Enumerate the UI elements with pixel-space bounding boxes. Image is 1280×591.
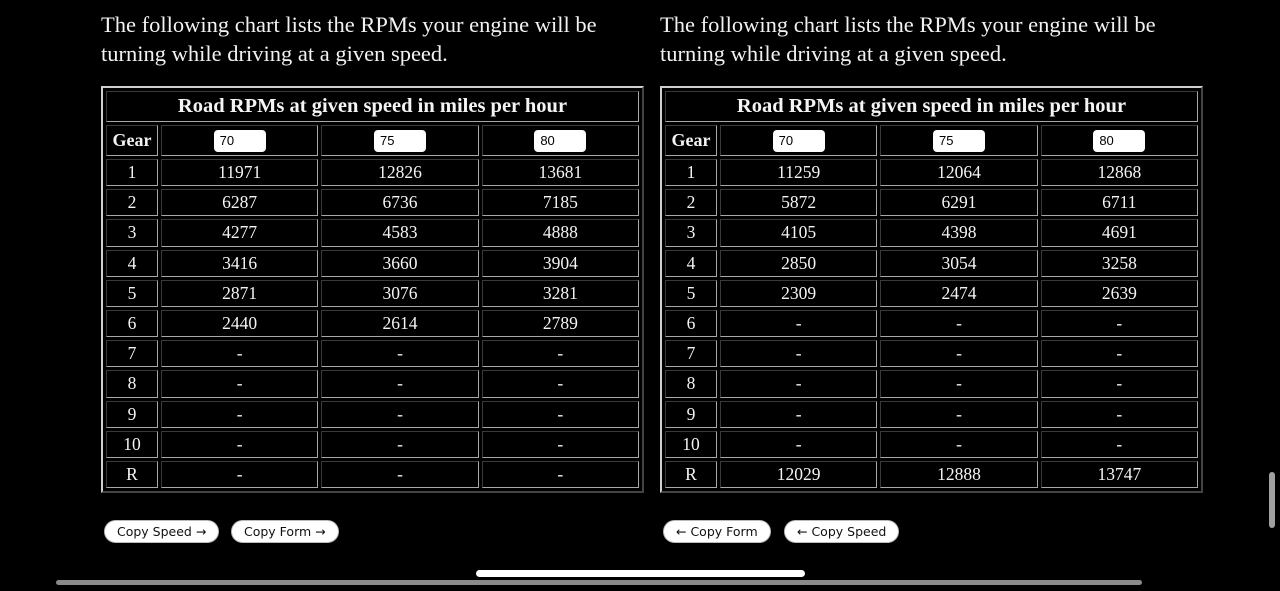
table-row (106, 310, 639, 337)
header-row (106, 125, 639, 156)
gear-header: Gear (106, 125, 158, 156)
rpm-cell: - (1041, 431, 1198, 458)
rpm-cell: 3054 (880, 250, 1037, 277)
rpm-cell: 13681 (482, 159, 639, 186)
table-caption: Road RPMs at given speed in miles per hour (665, 91, 1198, 122)
rpm-cell: 5872 (720, 189, 877, 216)
rpm-cell: - (1041, 370, 1198, 397)
rpm-cell: - (880, 370, 1037, 397)
table-row (665, 431, 1198, 458)
table-row (106, 219, 639, 246)
rpm-cell: - (161, 340, 318, 367)
rpm-cell: - (880, 401, 1037, 428)
intro-text: The following chart lists the RPMs your engine will be turning while driving at a given speed. (101, 12, 597, 66)
rpm-cell: 6287 (161, 189, 318, 216)
table-row (106, 401, 639, 428)
rpm-cell: - (161, 461, 318, 488)
gear-cell: 5 (665, 280, 717, 307)
gear-header: Gear (665, 125, 717, 156)
speed-input-1[interactable] (214, 130, 266, 152)
horizontal-scrollbar[interactable] (56, 580, 1142, 585)
header-row (665, 125, 1198, 156)
rpm-cell: - (321, 340, 478, 367)
rpm-cell: - (720, 401, 877, 428)
rpm-cell: 2789 (482, 310, 639, 337)
rpm-cell: 4691 (1041, 219, 1198, 246)
rpm-cell: - (482, 461, 639, 488)
rpm-cell: - (482, 401, 639, 428)
speed-input-1[interactable] (773, 130, 825, 152)
table-row (106, 431, 639, 458)
table-caption: Road RPMs at given speed in miles per hour (106, 91, 639, 122)
rpm-cell: - (880, 310, 1037, 337)
rpm-cell: 3904 (482, 250, 639, 277)
table-row (106, 159, 639, 186)
gear-cell: 9 (106, 401, 158, 428)
rpm-cell: - (161, 370, 318, 397)
table-row (665, 219, 1198, 246)
table-row (665, 159, 1198, 186)
table-row (106, 250, 639, 277)
copy-form-button[interactable]: Copy Form → (231, 520, 339, 543)
table-row (106, 370, 639, 397)
speed-input-3[interactable] (1093, 130, 1145, 152)
rpm-cell: - (1041, 340, 1198, 367)
copy-speed-button[interactable]: Copy Speed → (104, 520, 219, 543)
table-row (106, 461, 639, 488)
gear-cell: 3 (665, 219, 717, 246)
rpm-cell: 4277 (161, 219, 318, 246)
rpm-cell: 6711 (1041, 189, 1198, 216)
rpm-cell: - (321, 431, 478, 458)
rpm-cell: 3076 (321, 280, 478, 307)
table-row (665, 310, 1198, 337)
gear-cell: 3 (106, 219, 158, 246)
gear-cell: R (106, 461, 158, 488)
rpm-cell: - (321, 461, 478, 488)
gear-cell: R (665, 461, 717, 488)
rpm-cell: 2309 (720, 280, 877, 307)
rpm-cell: 6736 (321, 189, 478, 216)
speed-header-cell (1041, 125, 1198, 156)
gear-cell: 2 (106, 189, 158, 216)
table-row (665, 250, 1198, 277)
rpm-cell: - (482, 340, 639, 367)
rpm-cell: - (880, 340, 1037, 367)
rpm-cell: - (880, 431, 1037, 458)
vertical-scrollbar[interactable] (1269, 472, 1275, 528)
rpm-cell: 12868 (1041, 159, 1198, 186)
rpm-cell: 3281 (482, 280, 639, 307)
gear-cell: 6 (665, 310, 717, 337)
rpm-cell: 4583 (321, 219, 478, 246)
table-row (106, 340, 639, 367)
gear-cell: 8 (665, 370, 717, 397)
rpm-cell: 4398 (880, 219, 1037, 246)
rpm-cell: - (720, 370, 877, 397)
gear-cell: 4 (106, 250, 158, 277)
gear-cell: 7 (106, 340, 158, 367)
rpm-cell: 2614 (321, 310, 478, 337)
rpm-cell: - (161, 401, 318, 428)
gear-cell: 9 (665, 401, 717, 428)
rpm-cell: - (321, 370, 478, 397)
rpm-cell: 13747 (1041, 461, 1198, 488)
rpm-cell: 12826 (321, 159, 478, 186)
gear-cell: 6 (106, 310, 158, 337)
table-body (665, 159, 1198, 488)
table-row (665, 280, 1198, 307)
gear-cell: 7 (665, 340, 717, 367)
gear-cell: 10 (665, 431, 717, 458)
table-row (665, 461, 1198, 488)
speed-header-cell (880, 125, 1037, 156)
speed-input-3[interactable] (534, 130, 586, 152)
speed-input-2[interactable] (374, 130, 426, 152)
table-row (106, 280, 639, 307)
rpm-cell: - (482, 431, 639, 458)
rpm-cell: - (1041, 310, 1198, 337)
rpm-cell: 4888 (482, 219, 639, 246)
rpm-cell: 11971 (161, 159, 318, 186)
gear-cell: 1 (665, 159, 717, 186)
table-body (106, 159, 639, 488)
speed-input-2[interactable] (933, 130, 985, 152)
rpm-cell: 3258 (1041, 250, 1198, 277)
home-indicator[interactable] (476, 570, 805, 577)
gear-cell: 5 (106, 280, 158, 307)
rpm-cell: - (161, 431, 318, 458)
rpm-cell: 3416 (161, 250, 318, 277)
speed-header-cell (161, 125, 318, 156)
rpm-table (101, 86, 644, 493)
table-row (665, 401, 1198, 428)
speed-header-cell (321, 125, 478, 156)
rpm-cell: 2474 (880, 280, 1037, 307)
table-row (106, 189, 639, 216)
rpm-table (660, 86, 1203, 493)
speed-header-cell (482, 125, 639, 156)
rpm-cell: 7185 (482, 189, 639, 216)
gear-cell: 1 (106, 159, 158, 186)
rpm-cell: 2440 (161, 310, 318, 337)
table-row (665, 370, 1198, 397)
rpm-cell: 2639 (1041, 280, 1198, 307)
rpm-cell: 11259 (720, 159, 877, 186)
gear-cell: 2 (665, 189, 717, 216)
rpm-cell: 3660 (321, 250, 478, 277)
rpm-cell: 4105 (720, 219, 877, 246)
gear-cell: 4 (665, 250, 717, 277)
rpm-cell: 2871 (161, 280, 318, 307)
rpm-cell: - (1041, 401, 1198, 428)
rpm-cell: - (321, 401, 478, 428)
gear-cell: 10 (106, 431, 158, 458)
rpm-cell: 12888 (880, 461, 1037, 488)
gear-cell: 8 (106, 370, 158, 397)
rpm-cell: 12029 (720, 461, 877, 488)
rpm-cell: 2850 (720, 250, 877, 277)
speed-header-cell (720, 125, 877, 156)
rpm-cell: - (720, 310, 877, 337)
rpm-cell: - (720, 431, 877, 458)
copy-form-button[interactable]: ← Copy Form (663, 520, 771, 543)
intro-text: The following chart lists the RPMs your engine will be turning while driving at a given speed. (660, 12, 1156, 66)
copy-speed-button[interactable]: ← Copy Speed (784, 520, 899, 543)
rpm-cell: - (482, 370, 639, 397)
table-row (665, 340, 1198, 367)
table-row (665, 189, 1198, 216)
rpm-cell: 12064 (880, 159, 1037, 186)
rpm-cell: 6291 (880, 189, 1037, 216)
rpm-cell: - (720, 340, 877, 367)
